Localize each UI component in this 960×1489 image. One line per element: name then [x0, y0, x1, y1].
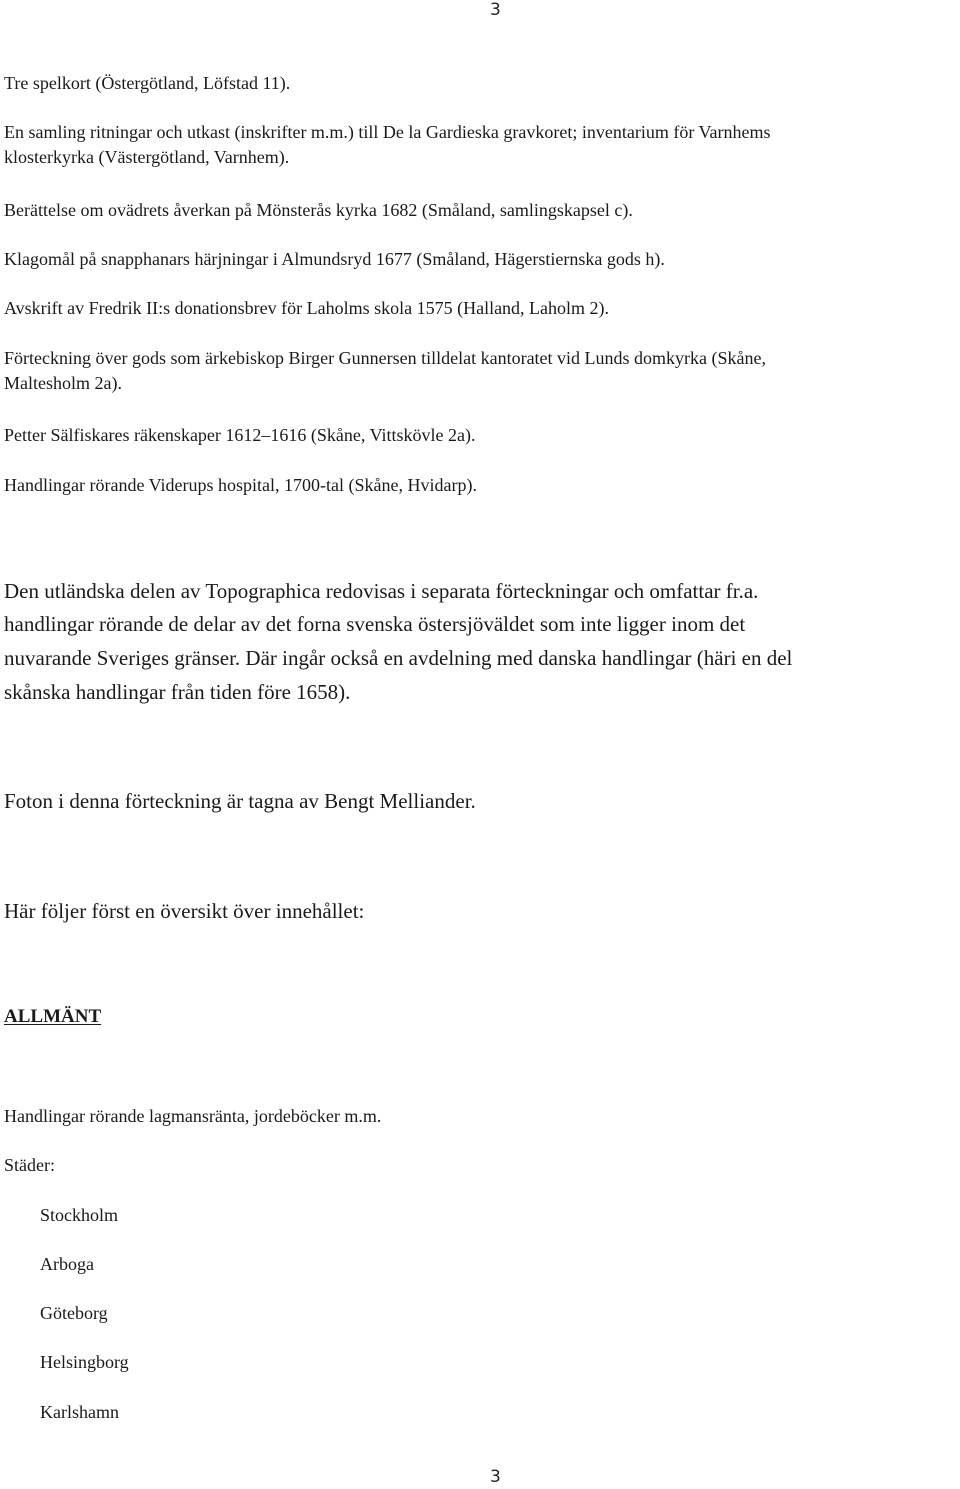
- list-line: Handlingar rörande Viderups hospital, 1700-tal (Skåne, Hvidarp).: [4, 475, 477, 495]
- topographica-line: nuvarande Sveriges gränser. Där ingår också en avdelning med danska handlingar (häri en del: [4, 646, 793, 670]
- section-heading-allmant: ALLMÄNT: [4, 1006, 102, 1027]
- list-line: Petter Sälfiskares räkenskaper 1612–1616 (Skåne, Vittskövle 2a).: [4, 425, 476, 445]
- list-line: Maltesholm 2a).: [4, 373, 122, 393]
- list-line: klosterkyrka (Västergötland, Varnhem).: [4, 147, 290, 167]
- topographica-line: skånska handlingar från tiden före 1658).: [4, 680, 351, 704]
- list-line: Klagomål på snapphanars härjningar i Almundsryd 1677 (Småland, Hägerstiernska gods h).: [4, 249, 665, 269]
- list-line: Tre spelkort (Östergötland, Löfstad 11).: [4, 73, 291, 93]
- city-item: Arboga: [40, 1254, 94, 1274]
- city-item: Stockholm: [40, 1205, 119, 1225]
- list-line: Avskrift av Fredrik II:s donationsbrev för Laholms skola 1575 (Halland, Laholm 2).: [4, 298, 610, 318]
- list-line: En samling ritningar och utkast (inskrifter m.m.) till De la Gardieska gravkoret; inventarium för Varnhems: [4, 122, 771, 142]
- page-number-bottom: 3: [490, 1467, 501, 1487]
- page-number-top: 3: [490, 0, 501, 20]
- topographica-line: Den utländska delen av Topographica redovisas i separata förteckningar och omfattar fr.a.: [4, 579, 759, 603]
- city-item: Helsingborg: [40, 1352, 129, 1372]
- city-item: Karlshamn: [40, 1402, 119, 1422]
- topographica-line: handlingar rörande de delar av det forna svenska östersjöväldet som inte ligger inom det: [4, 612, 746, 636]
- list-line: Förteckning över gods som ärkebiskop Birger Gunnersen tilldelat kantoratet vid Lunds domkyrka (Skåne,: [4, 348, 767, 368]
- allmant-item: Handlingar rörande lagmansränta, jordeböcker m.m.: [4, 1106, 382, 1126]
- cities-label: Städer:: [4, 1155, 55, 1175]
- photo-credit: Foton i denna förteckning är tagna av Bengt Melliander.: [4, 789, 476, 813]
- city-item: Göteborg: [40, 1303, 108, 1323]
- list-line: Berättelse om ovädrets åverkan på Mönsterås kyrka 1682 (Småland, samlingskapsel c).: [4, 200, 633, 220]
- overview-intro: Här följer först en översikt över innehållet:: [4, 899, 365, 923]
